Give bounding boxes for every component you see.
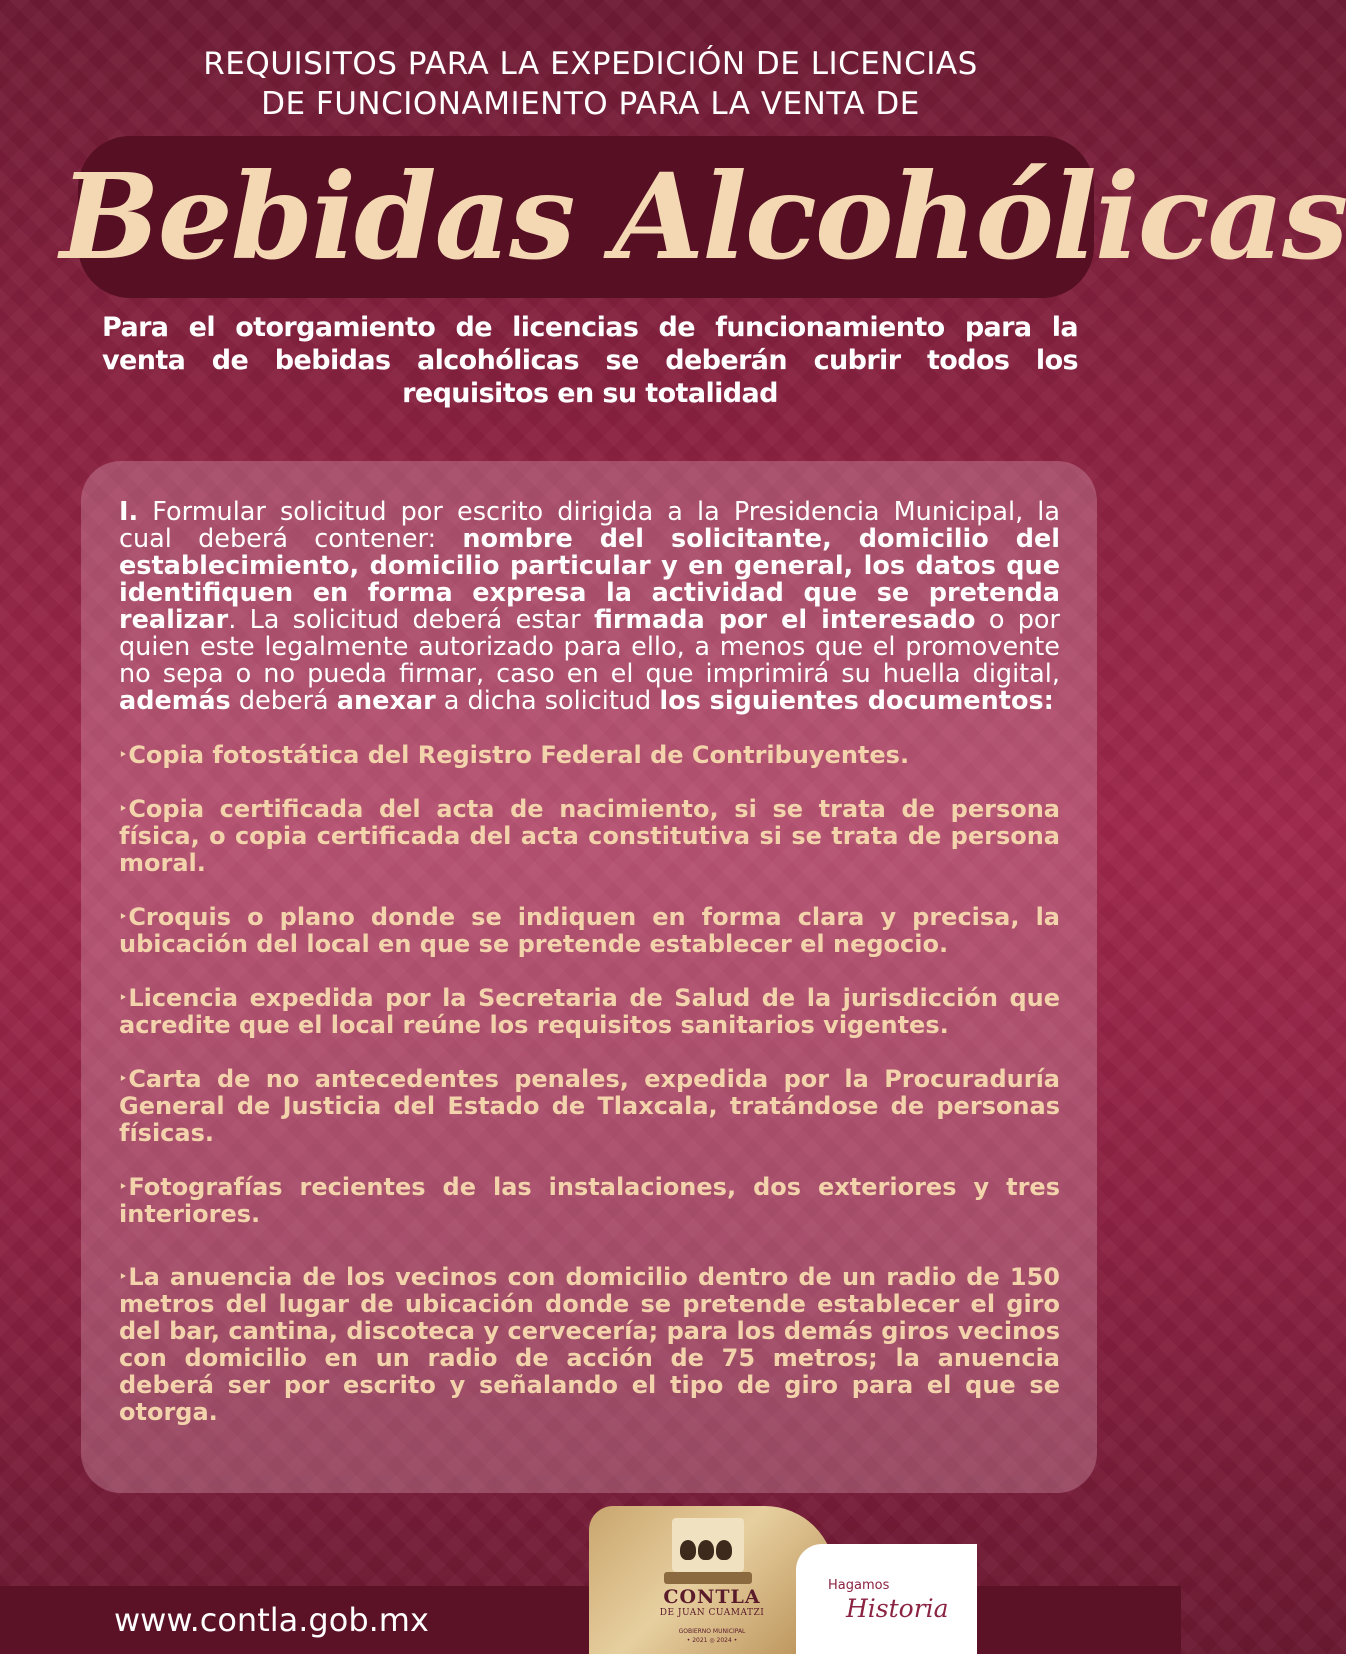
requirement-text: Licencia expedida por la Secretaria de Salud de la jurisdicción que acredite que el local reúne los requisitos sanitarios vigentes. xyxy=(119,984,1060,1039)
requirement-item xyxy=(119,1174,1060,1228)
website-link[interactable]: www.contla.gob.mx xyxy=(114,1601,429,1639)
slogan-small: Hagamos xyxy=(828,1578,890,1593)
logo-name: CONTLA xyxy=(663,1586,761,1608)
bullet-icon: ‣ xyxy=(119,1180,128,1195)
logo-years: • 2021 ◎ 2024 • xyxy=(686,1637,738,1644)
bullet-icon: ‣ xyxy=(119,1270,128,1285)
slogan-script: Historia xyxy=(846,1594,949,1623)
bullet-icon: ‣ xyxy=(119,910,128,925)
bullet-icon: ‣ xyxy=(119,1072,128,1087)
logo-government: GOBIERNO MUNICIPAL xyxy=(678,1628,746,1635)
bullet-icon: ‣ xyxy=(119,802,128,817)
requirement-item xyxy=(119,1066,1060,1147)
requirement-text: Croquis o plano donde se indiquen en forma clara y precisa, la ubicación del local en que se pretende establecer el negocio. xyxy=(119,903,1060,958)
requirement-item xyxy=(119,742,1060,769)
intro-bold-3: además xyxy=(119,686,231,716)
intro-numeral: I. xyxy=(119,497,139,527)
requirement-item xyxy=(119,985,1060,1039)
bullet-icon: ‣ xyxy=(119,748,128,763)
intro-bold-5: los siguientes documentos: xyxy=(659,686,1054,716)
requirement-intro xyxy=(119,499,1060,715)
heading-line-2: DE FUNCIONAMIENTO PARA LA VENTA DE xyxy=(261,86,920,122)
heading-line-1: REQUISITOS PARA LA EXPEDICIÓN DE LICENCIAS xyxy=(203,46,978,82)
heading xyxy=(0,44,1181,124)
intro-text-3: o por quien este legalmente autorizado para ello, a menos que el promovente no sepa o no pueda firmar, caso en el que imprimirá su huella digital, xyxy=(119,605,1060,689)
requirement-item xyxy=(119,796,1060,877)
intro-bold-4: anexar xyxy=(336,686,436,716)
emblem-base-icon xyxy=(664,1572,752,1584)
emblem-figure-icon xyxy=(698,1540,714,1560)
intro-text-2: . La solicitud deberá estar xyxy=(228,605,594,635)
intro-text-5: a dicha solicitud xyxy=(435,686,660,716)
emblem-figure-icon xyxy=(680,1540,696,1560)
intro-bold-1: nombre del solicitante, domicilio del establecimiento, domicilio particular y en general, los datos que identifiquen en forma expresa la actividad que se pretenda realizar xyxy=(119,524,1060,635)
emblem-figure-icon xyxy=(716,1540,732,1560)
logo-subtitle: DE JUAN CUAMATZI xyxy=(659,1608,765,1618)
title-bebidas-alcoholicas: Bebidas Alcohólicas xyxy=(60,147,1346,286)
requirement-item xyxy=(119,1264,1060,1426)
requirements-content xyxy=(119,499,1060,1426)
requirement-text: Copia certificada del acta de nacimiento, si se trata de persona física, o copia certificada del acta constitutiva si se trata de persona moral. xyxy=(119,795,1060,877)
requirement-text: Copia fotostática del Registro Federal de Contribuyentes. xyxy=(128,741,910,769)
requirement-text: Carta de no antecedentes penales, expedida por la Procuraduría General de Justicia del Estado de Tlaxcala, tratándose de personas físicas. xyxy=(119,1065,1060,1147)
intro-text-4: deberá xyxy=(230,686,337,716)
intro-text-1: Formular solicitud por escrito dirigida a la Presidencia Municipal, la cual deberá contener: xyxy=(119,497,1060,554)
requirement-text: La anuencia de los vecinos con domicilio dentro de un radio de 150 metros del lugar de ubicación donde se pretende establecer el giro del bar, cantina, discoteca y cervecería; para los demás giros vecinos con domicilio en un radio de acción de 75 metros; la anuencia deberá ser por escrito y señalando el tipo de giro para el que se otorga. xyxy=(119,1263,1060,1426)
requirement-item xyxy=(119,904,1060,958)
intro-bold-2: firmada por el interesado xyxy=(593,605,976,635)
subtitle: Para el otorgamiento de licencias de funcionamiento para la venta de bebidas alcohólicas se deberán cubrir todos los requisitos en su totalidad xyxy=(102,312,1078,409)
requirement-text: Fotografías recientes de las instalaciones, dos exteriores y tres interiores. xyxy=(119,1173,1060,1228)
bullet-icon: ‣ xyxy=(119,991,128,1006)
